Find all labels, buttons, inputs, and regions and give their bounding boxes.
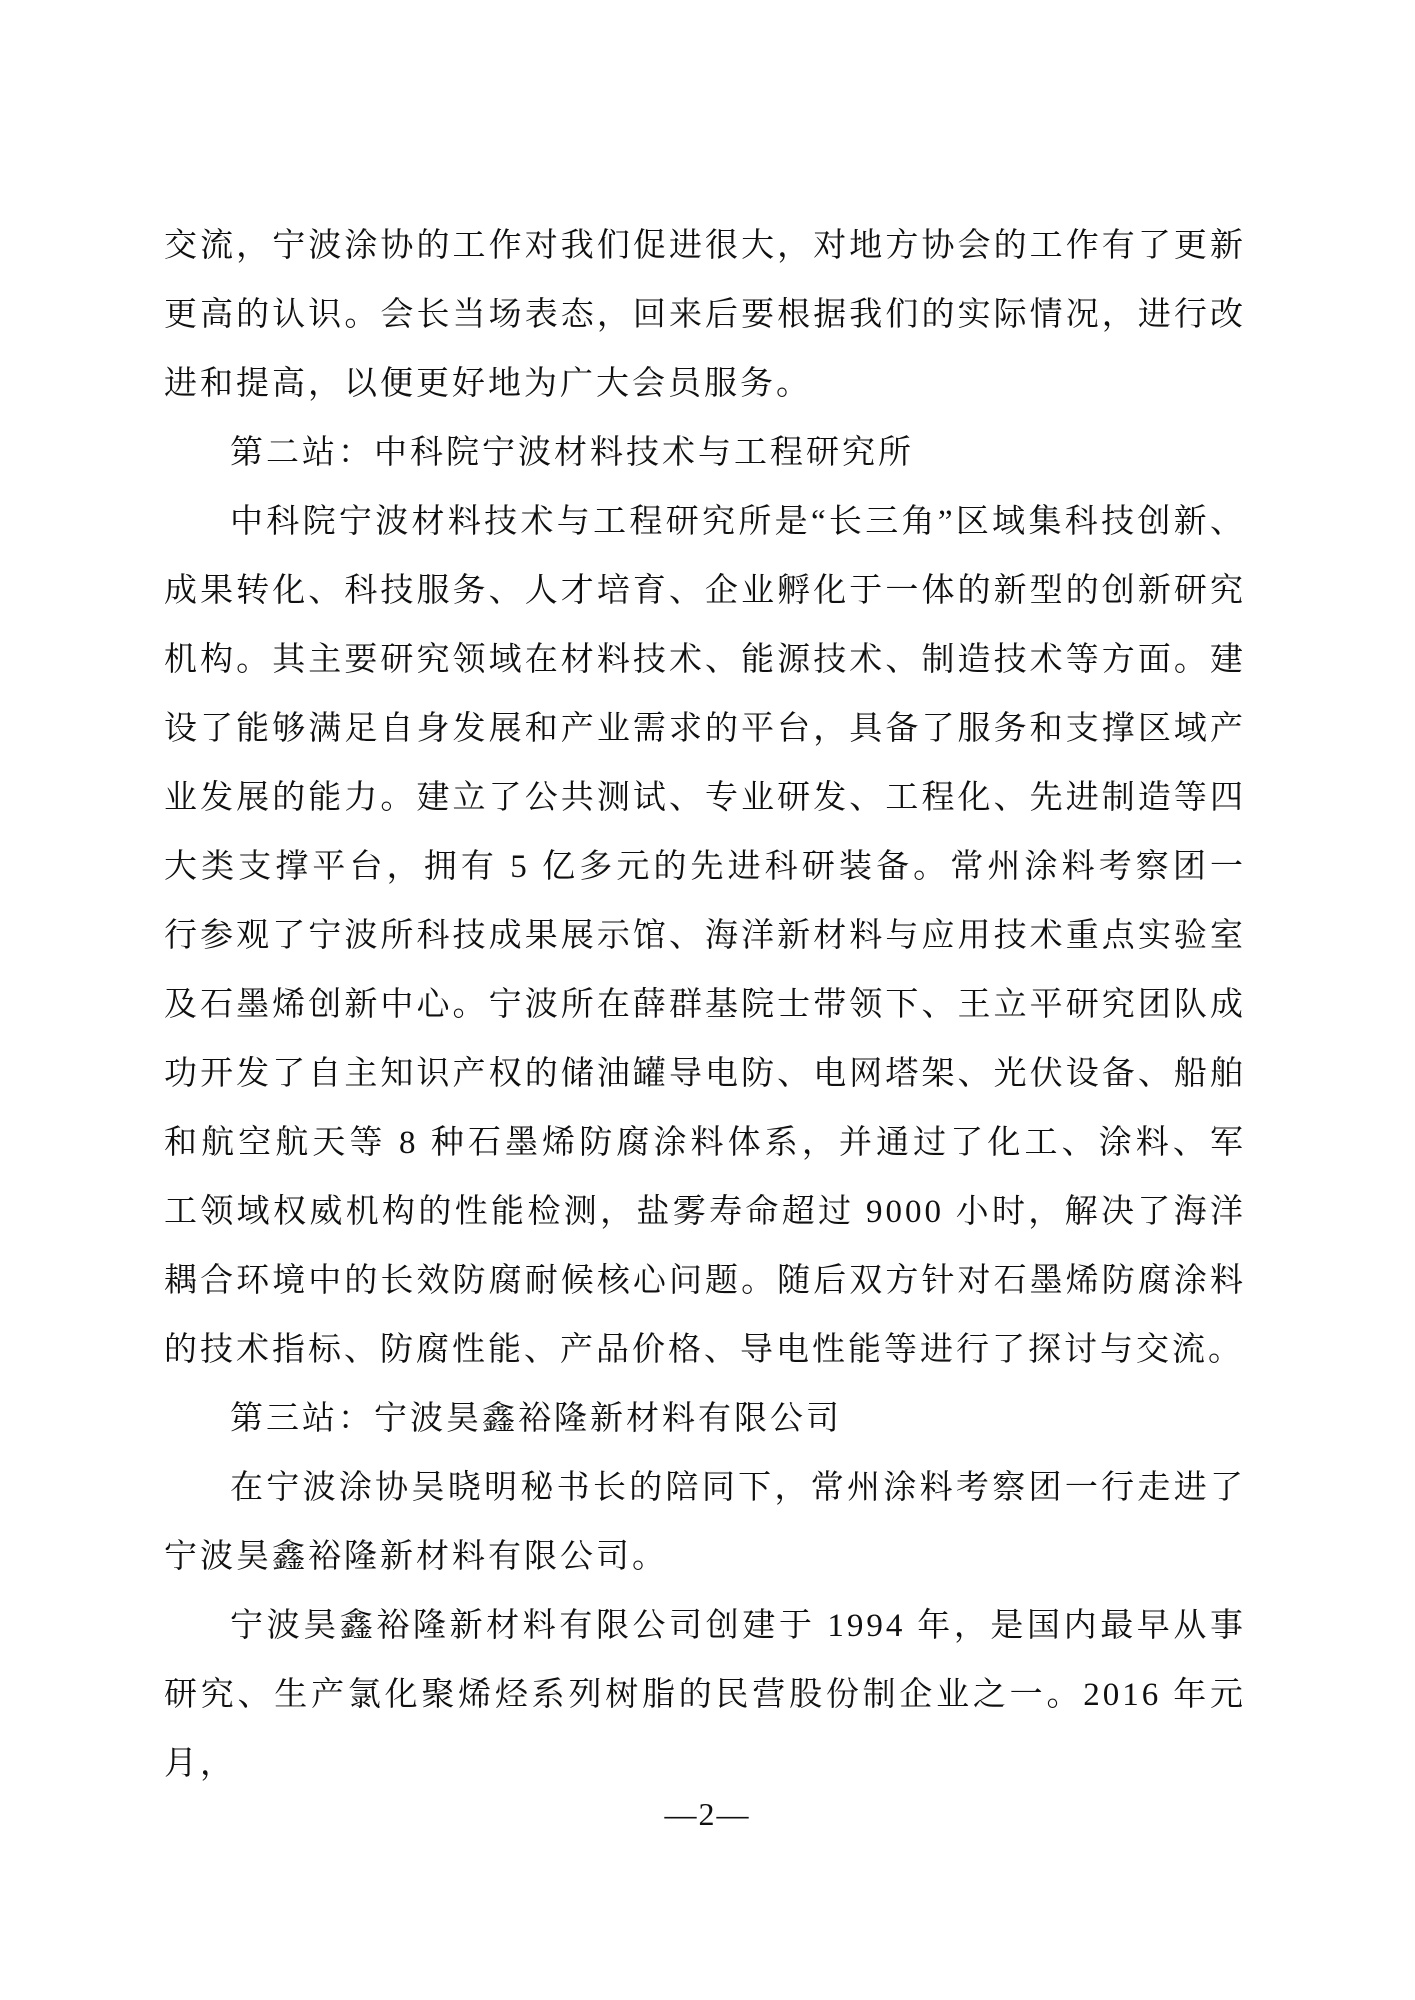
paragraph-station-3-body: 宁波昊鑫裕隆新材料有限公司创建于 1994 年，是国内最早从事研究、生产氯化聚烯烃系列树脂的民营股份制企业之一。2016 年元月， — [164, 1608, 1246, 1782]
paragraph-station-2-body: 中科院宁波材料技术与工程研究所是“长三角”区域集科技创新、成果转化、科技服务、人才培育、企业孵化于一体的新型的创新研究机构。其主要研究领域在材料技术、能源技术、制造技术等方面。建设了能够满足自身发展和产业需求的平台，具备了服务和支撑区域产业发展的能力。建立了公共测试、专业研发、工程化、先进制造等四大类支撑平台，拥有 5 亿多元的先进科研装备。常州涂料考察团一行参观了宁波所科技成果展示馆、海洋新材料与应用技术重点实验室及石墨烯创新中心。宁波所在薛群基院士带领下、王立平研究团队成功开发了自主知识产权的储油罐导电防、电网塔架、光伏设备、船舶和航空航天等 8 种石墨烯防腐涂料体系，并通过了化工、涂料、军工领域权威机构的性能检测，盐雾寿命超过 9000 小时，解决了海洋耦合环境中的长效防腐耐候核心问题。随后双方针对石墨烯防腐涂料的技术指标、防腐性能、产品价格、导电性能等进行了探讨与交流。 — [164, 504, 1246, 1368]
paragraph-continuation: 交流，宁波涂协的工作对我们促进很大，对地方协会的工作有了更新更高的认识。会长当场表态，回来后要根据我们的实际情况，进行改进和提高，以便更好地为广大会员服务。 — [164, 228, 1246, 402]
heading-station-2: 第二站：中科院宁波材料技术与工程研究所 — [230, 435, 914, 471]
heading-station-3: 第三站：宁波昊鑫裕隆新材料有限公司 — [230, 1401, 842, 1437]
paragraph-station-3-intro: 在宁波涂协吴晓明秘书长的陪同下，常州涂料考察团一行走进了宁波昊鑫裕隆新材料有限公司。 — [164, 1470, 1246, 1575]
document-body — [164, 212, 1246, 1799]
page-number: —2— — [664, 1796, 751, 1832]
